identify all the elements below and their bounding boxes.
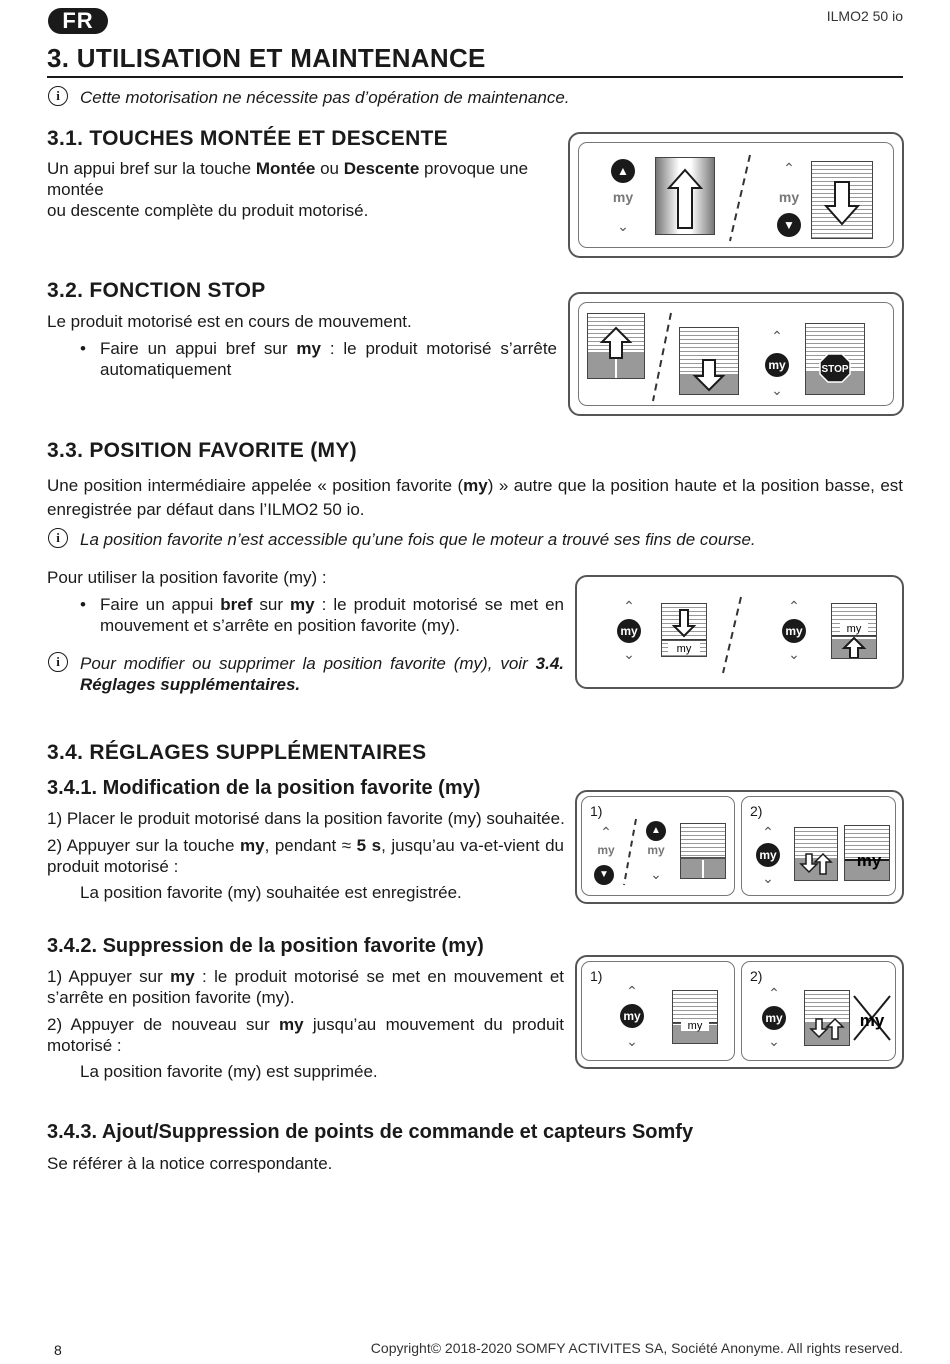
step-1-box xyxy=(581,796,735,896)
or-divider xyxy=(620,817,640,887)
figure-favorite xyxy=(575,575,904,689)
maintenance-note: Cette motorisation ne nécessite pas d’opération de maintenance. xyxy=(80,88,570,107)
my-label: my xyxy=(846,623,862,635)
down-button-icon: ▼ xyxy=(594,865,614,885)
section-3-1-text: Un appui bref sur la touche Montée ou Descente provoque une montée ou descente complète du produit motorisé. xyxy=(47,159,529,220)
page-number: 8 xyxy=(54,1342,62,1358)
my-label: my xyxy=(856,851,882,870)
chevron-down-icon: ⌄ xyxy=(650,866,662,882)
shutter-down-icon xyxy=(679,327,739,395)
chevron-down-icon: ⌄ xyxy=(771,382,783,398)
chevron-down-icon: ⌄ xyxy=(762,870,774,886)
my-button-icon: my xyxy=(620,1004,644,1028)
chevron-down-icon: ⌄ xyxy=(626,1033,638,1049)
my-button-icon: my xyxy=(765,353,789,377)
section-3-4-1-step2: 2) Appuyer sur la touche my, pendant ≈ 5 s, jusqu’au va-et-vient du produit motorisé : xyxy=(47,836,564,876)
up-button-icon: ▲ xyxy=(611,159,635,183)
section-3-3-intro: Une position intermédiaire appelée « position favorite (my) » autre que la position haute et la position basse, est enregistrée par défaut dans l’ILMO2 50 io. xyxy=(47,476,903,519)
section-3-3-text: Pour utiliser la position favorite (my) : xyxy=(47,568,327,587)
chevron-down-icon: ⌄ xyxy=(768,1033,780,1049)
section-3-3-title: 3.3. POSITION FAVORITE (MY) xyxy=(47,439,357,462)
my-label: my xyxy=(676,643,692,655)
section-3-2-title: 3.2. FONCTION STOP xyxy=(47,279,266,302)
figure-modify-favorite xyxy=(575,790,904,904)
step-2-box xyxy=(741,961,896,1061)
section-3-4-3-text: Se référer à la notice correspondante. xyxy=(47,1154,333,1173)
section-3-1-title: 3.1. TOUCHES MONTÉE ET DESCENTE xyxy=(47,127,448,150)
shutter-favorite-icon xyxy=(672,990,718,1044)
section-3-4-2-title: 3.4.2. Suppression de la position favorite (my) xyxy=(47,935,484,957)
step-2-box xyxy=(741,796,896,896)
model-name: ILMO2 50 io xyxy=(826,8,903,24)
my-label: my xyxy=(597,843,615,857)
copyright: Copyright© 2018-2020 SOMFY ACTIVITES SA, Société Anonyme. All rights reserved. xyxy=(370,1340,903,1356)
chevron-up-icon: ⌃ xyxy=(623,598,635,614)
chevron-up-icon: ⌃ xyxy=(600,824,612,840)
section-3-4-1-result: La position favorite (my) souhaitée est enregistrée. xyxy=(80,883,462,902)
chevron-up-icon: ⌃ xyxy=(788,598,800,614)
section-3-4-title: 3.4. RÉGLAGES SUPPLÉMENTAIRES xyxy=(47,741,427,764)
step-label: 1) xyxy=(590,968,603,984)
shutter-new-favorite-icon xyxy=(844,825,890,881)
section-3-4-2-step1: 1) Appuyer sur my : le produit motorisé se met en mouvement et s’arrête en position favorite (my). xyxy=(47,967,564,1007)
chevron-down-icon: ⌄ xyxy=(788,646,800,662)
chevron-up-icon: ⌃ xyxy=(783,160,795,176)
chevron-up-icon: ⌃ xyxy=(762,824,774,840)
step-label: 1) xyxy=(590,803,603,819)
or-divider xyxy=(717,595,747,675)
section-3-title: 3. UTILISATION ET MAINTENANCE xyxy=(47,42,903,78)
or-divider xyxy=(725,153,755,243)
chevron-up-icon: ⌃ xyxy=(626,983,638,999)
section-3-3-note-2: Pour modifier ou supprimer la position favorite (my), voir 3.4. Réglages supplémentaires. xyxy=(80,654,564,694)
section-3-4-3-title: 3.4.3. Ajout/Suppression de points de commande et capteurs Somfy xyxy=(47,1121,694,1143)
figure-stop xyxy=(568,292,904,416)
my-label: my xyxy=(859,1011,885,1030)
my-label: my xyxy=(647,843,665,857)
chevron-up-icon: ⌃ xyxy=(771,328,783,344)
shutter-stop-icon xyxy=(805,323,865,395)
section-3-4-2-result: La position favorite (my) est supprimée. xyxy=(80,1062,378,1081)
chevron-down-icon: ⌄ xyxy=(617,218,629,234)
figure-up-down xyxy=(568,132,904,258)
shutter-moving-icon xyxy=(794,827,838,881)
shutter-moving-icon xyxy=(804,990,850,1046)
shutter-closed-icon xyxy=(811,161,873,239)
or-divider xyxy=(647,311,677,403)
my-button-icon: my xyxy=(782,619,806,643)
window-icon xyxy=(655,157,715,235)
bullet: • xyxy=(80,339,86,358)
stop-sign-label: STOP xyxy=(821,364,849,375)
my-button-icon: my xyxy=(762,1006,786,1030)
my-label: my xyxy=(612,189,634,205)
section-3-4-1-title: 3.4.1. Modification de la position favorite (my) xyxy=(47,777,481,799)
section-3-2-bullet: Faire un appui bref sur my : le produit motorisé s’arrête automatiquement xyxy=(100,339,558,379)
section-3-4-2-step2: 2) Appuyer de nouveau sur my jusqu’au mouvement du produit motorisé : xyxy=(47,1015,564,1055)
figure-delete-favorite xyxy=(575,955,904,1069)
section-3-3-note: La position favorite n’est accessible qu’une fois que le moteur a trouvé ses fins de course. xyxy=(80,530,756,549)
section-3-2-text: Le produit motorisé est en cours de mouvement. xyxy=(47,312,412,331)
chevron-down-icon: ⌄ xyxy=(623,646,635,662)
step-label: 2) xyxy=(750,803,763,819)
chevron-up-icon: ⌃ xyxy=(768,985,780,1001)
my-label: my xyxy=(778,189,800,205)
language-badge: FR xyxy=(48,8,108,34)
step-label: 2) xyxy=(750,968,763,984)
my-button-icon: my xyxy=(756,843,780,867)
bullet: • xyxy=(80,595,86,614)
shutter-favorite-icon xyxy=(680,823,726,879)
deleted-favorite-icon xyxy=(852,992,892,1042)
info-icon: i xyxy=(48,652,68,672)
info-icon: i xyxy=(48,528,68,548)
info-icon: i xyxy=(48,86,68,106)
section-3-4-1-step1: 1) Placer le produit motorisé dans la position favorite (my) souhaitée. xyxy=(47,809,565,828)
my-label: my xyxy=(687,1020,703,1032)
shutter-favorite-down-icon xyxy=(661,603,707,657)
section-3-3-bullet: Faire un appui bref sur my : le produit motorisé se met en mouvement et s’arrête en position favorite (my). xyxy=(100,595,564,635)
down-button-icon: ▼ xyxy=(777,213,801,237)
my-button-icon: my xyxy=(617,619,641,643)
shutter-up-icon xyxy=(587,313,645,379)
step-1-box xyxy=(581,961,735,1061)
up-button-icon: ▲ xyxy=(646,821,666,841)
shutter-favorite-up-icon xyxy=(831,603,877,659)
